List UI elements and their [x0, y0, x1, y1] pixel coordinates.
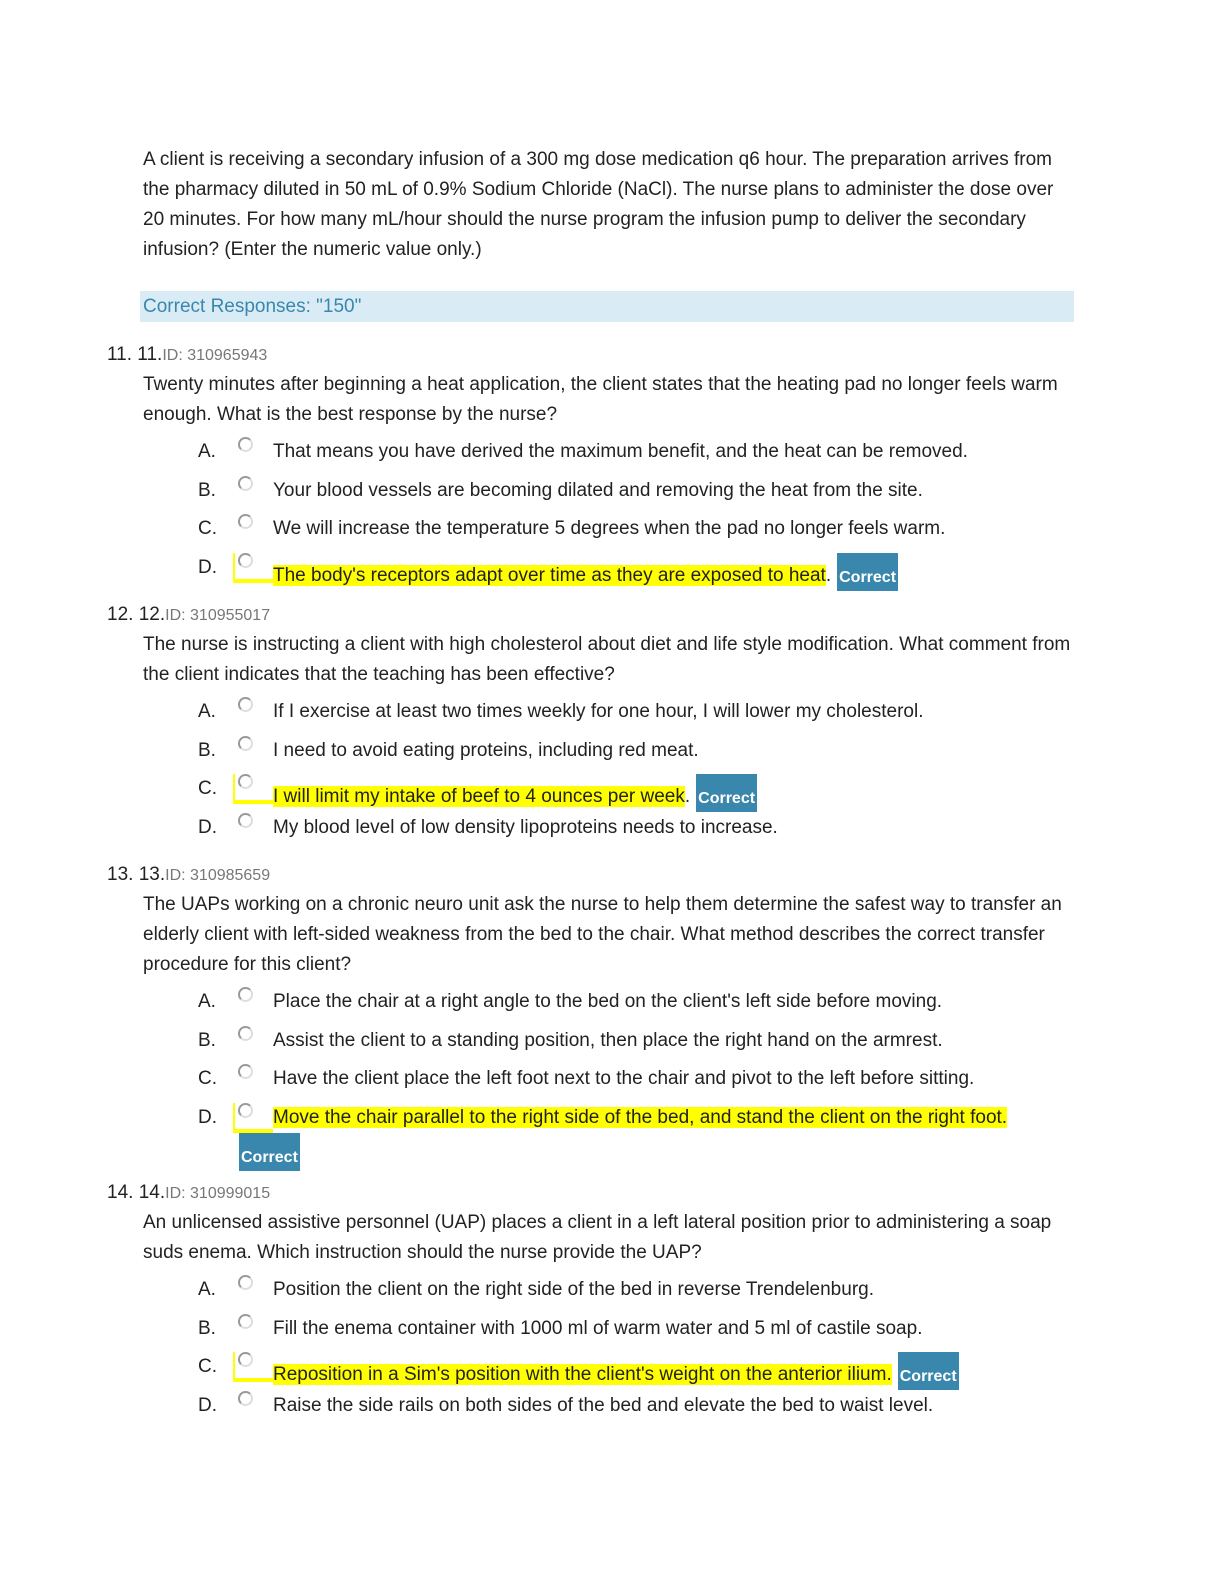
option-letter: B.	[198, 1317, 216, 1339]
question-header	[107, 860, 270, 891]
option-text: Fill the enema container with 1000 ml of warm water and 5 ml of castile soap.	[273, 1317, 923, 1339]
correct-badge: Correct	[696, 774, 757, 812]
option-letter: D.	[198, 556, 217, 578]
option-letter: A.	[198, 441, 216, 462]
question-number: 11.	[137, 344, 163, 365]
correct-badge: Correct	[898, 1352, 959, 1390]
question-list-number: 11.	[107, 344, 133, 365]
option-text: Reposition in a Sim's position with the client's weight on the anterior ilium.	[273, 1364, 892, 1386]
radio-button-icon[interactable]	[238, 1275, 253, 1290]
question-list-number: 13.	[107, 864, 134, 885]
option-text: I need to avoid eating proteins, including red meat.	[273, 739, 699, 761]
question-list-number: 12.	[107, 604, 134, 625]
option-text: If I exercise at least two times weekly for one hour, I will lower my cholesterol.	[273, 701, 924, 722]
radio-button-icon[interactable]	[238, 697, 253, 712]
option-text: Position the client on the right side of the bed in reverse Trendelenburg.	[273, 1279, 874, 1300]
radio-button-icon[interactable]	[238, 1314, 253, 1329]
correct-responses-box: Correct Responses: "150"	[140, 291, 1074, 322]
option-text: Move the chair parallel to the right side of the bed, and stand the client on the right foot.	[273, 1106, 1008, 1128]
option-letter: C.	[198, 518, 217, 540]
option-letter: B.	[198, 479, 216, 501]
question-number: 12.	[138, 604, 166, 625]
question-id: ID: 310985659	[165, 867, 271, 884]
option-letter: D.	[198, 1106, 217, 1128]
option-letter: A.	[198, 701, 216, 722]
radio-button-icon[interactable]	[238, 1064, 253, 1079]
question-text: The UAPs working on a chronic neuro unit ask the nurse to help them determine the safest way to transfer an elderly client with left-sided weakness from the bed to the chair. What method describes the correct transfer procedure for this client?	[143, 894, 1062, 975]
radio-button-icon[interactable]	[238, 1103, 253, 1118]
option-letter: B.	[198, 739, 216, 761]
question-header	[107, 600, 270, 631]
radio-button-icon[interactable]	[238, 1352, 253, 1367]
radio-button-icon[interactable]	[238, 553, 253, 568]
radio-button-icon[interactable]	[238, 514, 253, 529]
question-list-number: 14.	[107, 1182, 134, 1203]
option-letter: C.	[198, 1068, 217, 1090]
radio-button-icon[interactable]	[238, 774, 253, 789]
option-letter: A.	[198, 991, 216, 1012]
option-text: Raise the side rails on both sides of the bed and elevate the bed to waist level.	[273, 1394, 934, 1416]
option-text: My blood level of low density lipoproteins needs to increase.	[273, 816, 778, 838]
option-letter: B.	[198, 1029, 216, 1051]
option-text: I will limit my intake of beef to 4 ounces per week	[273, 786, 685, 808]
option-text: Assist the client to a standing position, then place the right hand on the armrest.	[273, 1029, 943, 1051]
option-letter: C.	[198, 1356, 217, 1378]
option-letter: C.	[198, 778, 217, 800]
option-suffix: .	[825, 564, 832, 586]
option-letter: D.	[198, 1394, 217, 1416]
radio-button-icon[interactable]	[238, 1026, 253, 1041]
question-id: ID: 310965943	[162, 347, 268, 364]
radio-button-icon[interactable]	[238, 736, 253, 751]
option-text: We will increase the temperature 5 degrees when the pad no longer feels warm.	[273, 518, 946, 540]
question-id: ID: 310999015	[165, 1185, 271, 1202]
radio-button-icon[interactable]	[238, 987, 253, 1002]
option-text: Your blood vessels are becoming dilated and removing the heat from the site.	[273, 479, 923, 501]
option-text: That means you have derived the maximum benefit, and the heat can be removed.	[273, 441, 968, 462]
question-header	[107, 340, 267, 371]
question-text: The nurse is instructing a client with high cholesterol about diet and life style modification. What comment from the client indicates that the teaching has been effective?	[143, 634, 1071, 685]
intro-question-text: A client is receiving a secondary infusion of a 300 mg dose medication q6 hour. The preparation arrives from the pharmacy diluted in 50 mL of 0.9% Sodium Chloride (NaCl). The nurse plans to administer the dose over 20 minutes. For how many mL/hour should the nurse program the infusion pump to deliver the secondary infusion? (Enter the numeric value only.)	[143, 149, 1054, 260]
radio-button-icon[interactable]	[238, 476, 253, 491]
question-id: ID: 310955017	[165, 607, 271, 624]
option-letter: A.	[198, 1279, 216, 1300]
question-text: Twenty minutes after beginning a heat application, the client states that the heating pad no longer feels warm enough. What is the best response by the nurse?	[143, 374, 1058, 425]
option-text: Place the chair at a right angle to the bed on the client's left side before moving.	[273, 991, 943, 1012]
radio-button-icon[interactable]	[238, 813, 253, 828]
radio-button-icon[interactable]	[238, 1391, 253, 1406]
option-letter: D.	[198, 816, 217, 838]
radio-button-icon[interactable]	[238, 437, 253, 452]
question-number: 14.	[138, 1182, 166, 1203]
option-suffix: .	[684, 786, 691, 808]
correct-badge: Correct	[239, 1133, 300, 1171]
question-text: An unlicensed assistive personnel (UAP) places a client in a left lateral position prior to administering a soap suds enema. Which instruction should the nurse provide the UAP?	[143, 1212, 1052, 1263]
question-number: 13.	[138, 864, 166, 885]
option-text: Have the client place the left foot next to the chair and pivot to the left before sitting.	[273, 1068, 975, 1090]
option-text: The body's receptors adapt over time as they are exposed to heat	[273, 564, 826, 586]
question-header	[107, 1178, 270, 1209]
correct-badge: Correct	[837, 553, 898, 591]
